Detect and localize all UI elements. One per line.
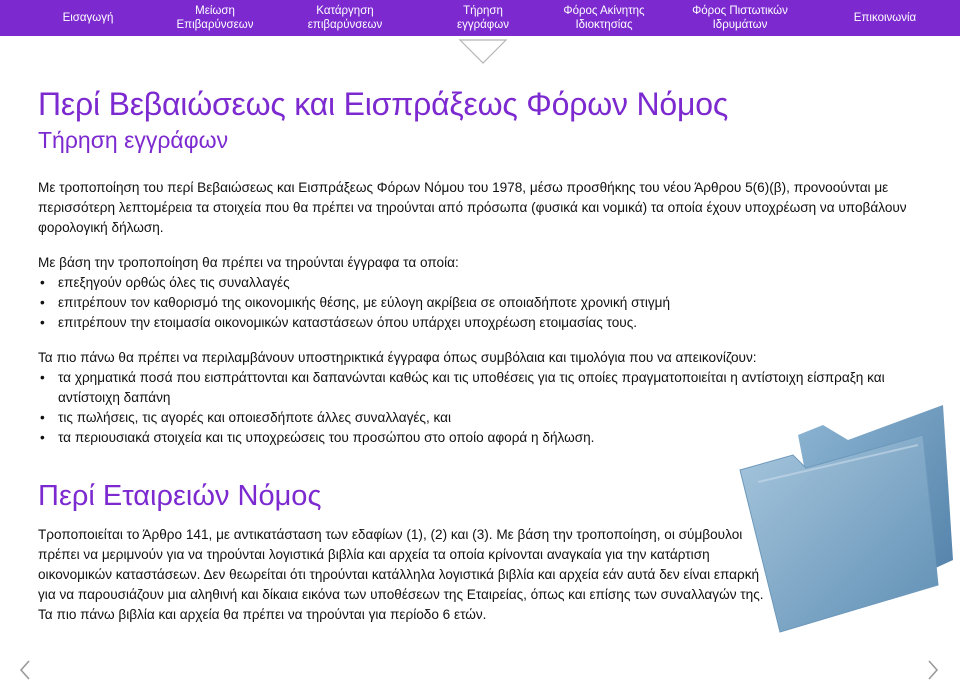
active-tab-caret-icon xyxy=(458,38,508,66)
nav-label: Φόρος Πιστωτικών xyxy=(692,5,788,17)
nav-label: Επιβαρύνσεων xyxy=(176,19,254,31)
nav-item-introduction[interactable] xyxy=(38,0,138,36)
section-title: Περί Εταιρειών Νόμος xyxy=(38,480,322,512)
nav-label: Κατάργηση xyxy=(316,5,374,17)
nav-label: Επικοινωνία xyxy=(853,12,917,24)
list-item: • επιτρέπουν την ετοιμασία οικονομικών καταστάσεων όπου υπάρχει υποχρέωση ετοιμασίας τους. xyxy=(38,313,898,333)
nav-label: Εισαγωγή xyxy=(62,12,114,24)
previous-page-icon[interactable] xyxy=(18,660,32,680)
nav-label: Ιδρυμάτων xyxy=(712,19,768,31)
nav-label: Τήρηση xyxy=(463,5,503,17)
next-page-icon[interactable] xyxy=(926,660,940,680)
page-title: Περί Βεβαιώσεως και Εισπράξεως Φόρων Νόμος xyxy=(38,86,729,122)
nav-item-record-keeping[interactable] xyxy=(428,0,538,36)
list-item: • επεξηγούν ορθώς όλες τις συναλλαγές xyxy=(38,273,898,293)
list-item: • τα χρηματικά ποσά που εισπράττονται και δαπανώνται καθώς και τις υποθέσεις για τις οποίες πραγματοποιείται η αντίστοιχη είσπραξη και αντίστοιχη δαπάνη xyxy=(38,368,943,408)
list-lead: Τα πιο πάνω θα πρέπει να περιλαμβάνουν υποστηρικτικά έγγραφα όπως συμβόλαια και τιμολόγια που να απεικονίζουν: xyxy=(38,350,757,365)
nav-item-property-tax[interactable] xyxy=(548,0,660,36)
list-item: • τις πωλήσεις, τις αγορές και οποιεσδήποτε άλλες συναλλαγές, και xyxy=(38,408,943,428)
page-subtitle: Τήρηση εγγράφων xyxy=(38,127,229,153)
list-item: • τα περιουσιακά στοιχεία και τις υποχρεώσεις του προσώπου στο οποίο αφορά η δήλωση. xyxy=(38,428,943,448)
nav-label: εγγράφων xyxy=(456,19,509,31)
records-requirements xyxy=(38,253,898,333)
list-lead: Με βάση την τροποποίηση θα πρέπει να τηρούνται έγγραφα τα οποία: xyxy=(38,255,459,270)
nav-item-abolition[interactable] xyxy=(290,0,400,36)
intro-paragraph: Με τροποποίηση του περί Βεβαιώσεως και Εισπράξεως Φόρων Νόμου του 1978, μέσω προσθήκης του νέου Άρθρου 5(6)(β), προνοούνται με περισσότερη λεπτομέρεια τα στοιχεία που θα πρέπει να τηρούνται από πρόσωπα (φυσικά και νομικά) τα οποία έχουν υποχρέωση να υποβάλουν φορολογική δήλωση. xyxy=(38,180,907,235)
nav-item-contact[interactable] xyxy=(830,0,940,36)
nav-item-credit-institutions-tax[interactable] xyxy=(680,0,800,36)
nav-item-reduction[interactable] xyxy=(160,0,270,36)
nav-label: Μείωση xyxy=(195,5,235,17)
nav-label: Ιδιοκτησίας xyxy=(575,19,633,31)
top-navigation xyxy=(0,0,960,36)
nav-label: επιβαρύνσεων xyxy=(307,19,383,31)
list-item: • επιτρέπουν τον καθορισμό της οικονομικής θέσης, με εύλογη ακρίβεια σε οποιαδήποτε χρονική στιγμή xyxy=(38,293,898,313)
nav-label: Φόρος Ακίνητης xyxy=(563,5,645,17)
companies-law-paragraph: Τροποποιείται το Άρθρο 141, με αντικατάσταση των εδαφίων (1), (2) και (3). Με βάση την τροποποίηση, οι σύμβουλοι πρέπει να μεριμνούν για να τηρούνται λογιστικά βιβλία και αρχεία τα οποία κρίνονται αναγκαία για την κατάρτιση οικονομικών καταστάσεων. Δεν θεωρείται ότι τηρούνται κατάλληλα λογιστικά βιβλία και αρχεία εάν αυτά δεν είναι επαρκή για να παρουσιάζουν μια αληθινή και δίκαια εικόνα των υποθέσεων της Εταιρείας, όπως και επίσης των συναλλαγών της. Τα πιο πάνω βιβλία και αρχεία θα πρέπει να τηρούνται για περίοδο 6 ετών. xyxy=(38,527,764,622)
requirements-list xyxy=(38,273,898,333)
